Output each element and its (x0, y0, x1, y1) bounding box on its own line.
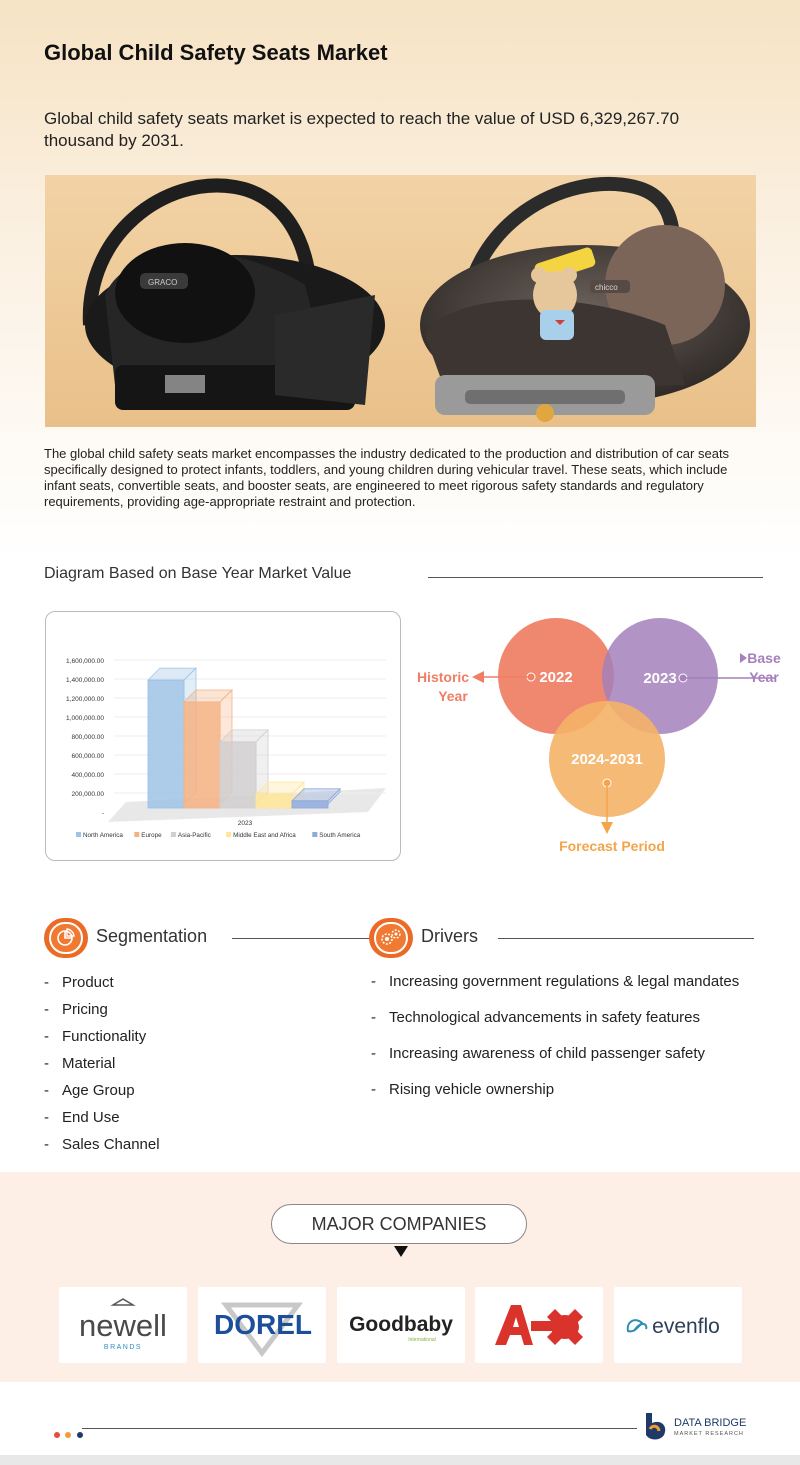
dorel-logo-card (198, 1287, 326, 1363)
svg-text:newell: newell (79, 1308, 167, 1343)
legend-swatch (171, 832, 176, 837)
svg-text:Goodbaby: Goodbaby (349, 1313, 453, 1336)
base-label-line1: Base (747, 650, 781, 666)
dot-red (54, 1432, 60, 1438)
evenflo-logo-card (614, 1287, 742, 1363)
y-tick-label: 1,000,000.00 (66, 715, 104, 722)
pie-chart-icon (44, 918, 88, 958)
legend-label: Middle East and Africa (233, 832, 296, 839)
list-item: - Pricing (44, 1000, 324, 1027)
list-item: - End Use (44, 1108, 324, 1135)
page-subtitle: Global child safety seats market is expected to reach the value of USD 6,329,267.70 thousand by 2031. (44, 109, 680, 150)
bar-chart-svg (46, 612, 402, 862)
list-item: - Sales Channel (44, 1135, 324, 1162)
chicco-label: chicco (595, 283, 618, 292)
dot-navy (77, 1432, 83, 1438)
year-venn-diagram (410, 600, 790, 870)
legend-swatch (134, 832, 139, 837)
graco-label: GRACO (148, 278, 178, 287)
base-year-value: 2023 (643, 670, 677, 687)
legend-label: South America (319, 832, 361, 839)
list-item: - Material (44, 1054, 324, 1081)
footer-rule (82, 1428, 637, 1429)
footer-brand-sub: MARKET RESEARCH (674, 1431, 744, 1437)
hero-image (45, 175, 756, 427)
y-tick-label: 1,400,000.00 (66, 677, 104, 684)
footer-brand: DATA BRIDGE (674, 1417, 747, 1429)
newell-logo-card (59, 1287, 187, 1363)
legend-label: Asia-Pacific (177, 832, 211, 839)
page-title: Global Child Safety Seats Market (44, 40, 388, 65)
y-tick-label: 800,000.00 (71, 734, 104, 741)
artsana-logo (475, 1287, 603, 1363)
drivers-title: Drivers (421, 926, 478, 946)
evenflo-logo (614, 1287, 742, 1363)
forecast-period-value: 2024-2031 (571, 751, 643, 768)
legend-swatch (226, 832, 231, 837)
historic-label-line2: Year (438, 688, 468, 704)
historic-label-line1: Historic (416, 669, 470, 685)
historic-year-value: 2022 (539, 669, 573, 686)
goodbaby-logo (337, 1287, 465, 1363)
diagram-heading-rule (428, 577, 763, 578)
legend-label: Europe (141, 832, 162, 839)
car-seats-photo (45, 175, 756, 427)
svg-text:evenflo: evenflo (652, 1315, 720, 1338)
diagram-heading: Diagram Based on Base Year Market Value (44, 565, 355, 583)
svg-text:BRANDS: BRANDS (103, 1344, 143, 1351)
svg-text:International: International (408, 1337, 436, 1343)
artsana-logo-card (475, 1287, 603, 1363)
market-value-chart (45, 611, 401, 861)
down-triangle-icon (394, 1246, 408, 1257)
legend-label: North America (83, 832, 123, 839)
dorel-logo (198, 1287, 326, 1363)
list-item: - Increasing government regulations & legal mandates (371, 973, 761, 991)
y-tick-label: - (101, 810, 104, 817)
list-item: - Technological advancements in safety features (371, 1009, 761, 1027)
footer-dots (54, 1425, 84, 1443)
major-companies-title: MAJOR COMPANIES (271, 1204, 527, 1244)
venn-svg (410, 600, 790, 870)
gears-icon (369, 918, 413, 958)
y-tick-label: 400,000.00 (71, 772, 104, 779)
list-item: - Rising vehicle ownership (371, 1081, 761, 1099)
segmentation-list (44, 973, 324, 1162)
base-label-line2: Year (749, 669, 779, 685)
list-item: - Functionality (44, 1027, 324, 1054)
y-tick-label: 200,000.00 (71, 791, 104, 798)
legend-swatch (312, 832, 317, 837)
major-companies-section (0, 1172, 800, 1382)
legend-swatch (76, 832, 81, 837)
bottom-bar (0, 1455, 800, 1465)
y-tick-label: 600,000.00 (71, 753, 104, 760)
segmentation-title: Segmentation (96, 926, 208, 946)
forecast-label: Forecast Period (559, 838, 665, 854)
svg-text:DOREL: DOREL (214, 1309, 312, 1340)
drivers-rule (498, 938, 754, 939)
y-tick-label: 1,200,000.00 (66, 696, 104, 703)
segmentation-rule (232, 938, 372, 939)
drivers-list (371, 973, 761, 1117)
list-item: - Increasing awareness of child passenger safety (371, 1045, 761, 1063)
dot-orange (65, 1432, 71, 1438)
list-item: - Product (44, 973, 324, 1000)
market-description: The global child safety seats market encompasses the industry dedicated to the production and distribution of car seats specifically designed to protect infants, toddlers, and young children during vehicular travel. These seats, which include infant seats, convertible seats, and booster seats, are engineered to meet rigorous safety standards and regulatory requirements, providing age-appropriate restraint and protection. (44, 446, 730, 509)
data-bridge-logo (642, 1409, 762, 1443)
y-tick-label: 1,600,000.00 (66, 658, 104, 665)
goodbaby-logo-card (337, 1287, 465, 1363)
list-item: - Age Group (44, 1081, 324, 1108)
newell-logo (59, 1287, 187, 1363)
x-tick-label: 2023 (237, 820, 253, 827)
